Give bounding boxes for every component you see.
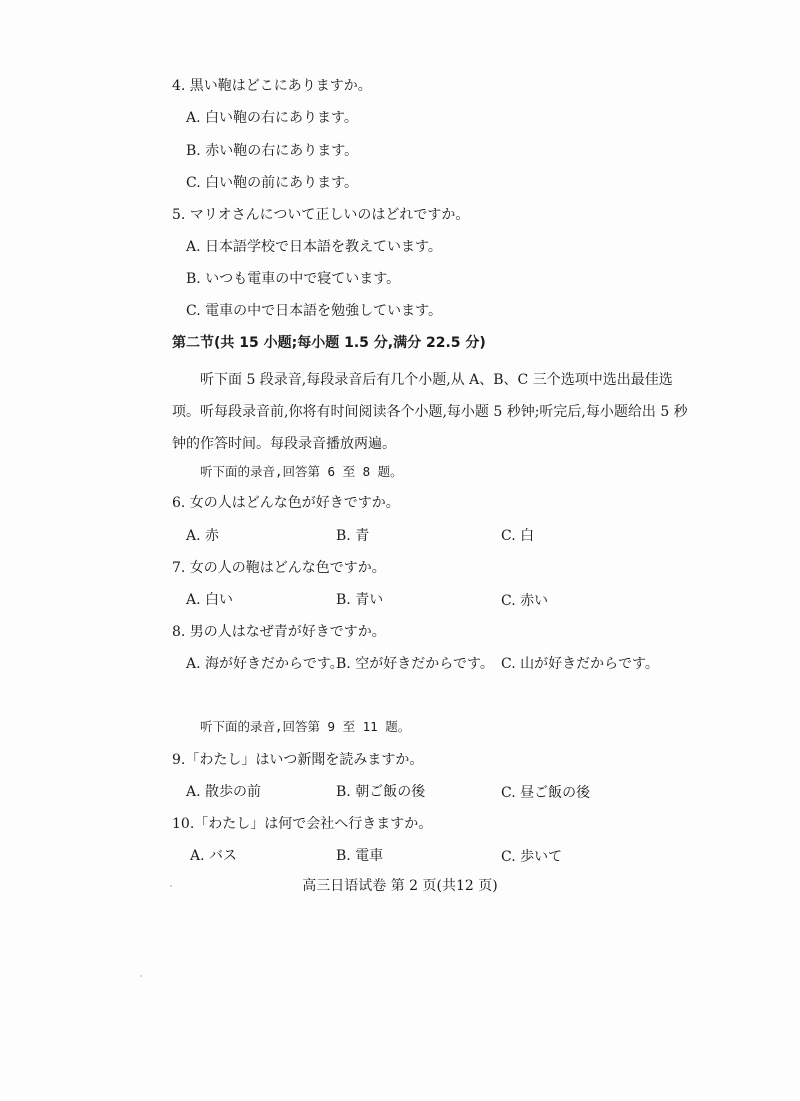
question-8-stem: 8. 男の人はなぜ青が好きですか。: [172, 624, 386, 640]
question-4-stem: 4. 黒い鞄はどこにありますか。: [172, 78, 372, 94]
question-8-option-a: A. 海が好きだからです。: [186, 656, 344, 672]
question-9-option-c: C. 昼ご飯の後: [501, 785, 591, 801]
question-6-option-c: C. 白: [501, 528, 535, 544]
question-10-option-c: C. 歩いて: [501, 849, 563, 865]
question-4-option-c: C. 白い鞄の前にあります。: [186, 175, 358, 191]
question-9-option-b: B. 朝ご飯の後: [336, 784, 426, 800]
question-5-option-c: C. 電車の中で日本語を勉強しています。: [186, 303, 442, 319]
question-7-option-c: C. 赤い: [501, 593, 549, 609]
question-6-option-a: A. 赤: [186, 528, 220, 544]
question-10-option-b: B. 電車: [336, 848, 384, 864]
section-2-instruction: 听下面 5 段录音,每段录音后有几个小题,从 A、B、C 三个选项中选出最佳选项。听每段录音前,你将有时间阅读各个小题,每小题 5 秒钟;听完后,每小题给出 5 秒钟的作答时间。每段录音播放两遍。: [172, 372, 688, 452]
question-8-option-b: B. 空が好きだからです。: [336, 656, 494, 672]
question-5-option-b: B. いつも電車の中で寝ています。: [186, 271, 401, 287]
question-5-option-a: A. 日本語学校で日本語を教えています。: [186, 239, 442, 255]
question-9-option-a: A. 散歩の前: [186, 784, 262, 800]
question-4-option-b: B. 赤い鞄の右にあります。: [186, 143, 359, 159]
group-1-prompt: 听下面的录音,回答第 6 至 8 题。: [200, 464, 403, 479]
scan-speck: [140, 975, 142, 977]
question-7-option-a: A. 白い: [186, 592, 234, 608]
question-5-stem: 5. マリオさんについて正しいのはどれですか。: [172, 207, 470, 223]
question-6-stem: 6. 女の人はどんな色が好きですか。: [172, 495, 400, 511]
question-6-option-b: B. 青: [336, 528, 370, 544]
page-footer: 高三日语试卷 第 2 页(共12 页): [302, 878, 498, 894]
question-9-stem: 9.「わたし」はいつ新聞を読みますか。: [172, 752, 424, 768]
question-8-option-c: C. 山が好きだからです。: [501, 656, 659, 672]
question-4-option-a: A. 白い鞄の右にあります。: [186, 110, 358, 126]
question-7-option-b: B. 青い: [336, 592, 384, 608]
question-10-stem: 10.「わたし」は何で会社へ行きますか。: [172, 816, 433, 832]
scan-speck: [170, 885, 172, 887]
group-2-prompt: 听下面的录音,回答第 9 至 11 题。: [200, 719, 411, 734]
question-7-stem: 7. 女の人の鞄はどんな色ですか。: [172, 560, 386, 576]
section-2-heading: 第二节(共 15 小题;每小题 1.5 分,满分 22.5 分): [172, 335, 486, 351]
question-10-option-a: A. バス: [190, 848, 238, 864]
